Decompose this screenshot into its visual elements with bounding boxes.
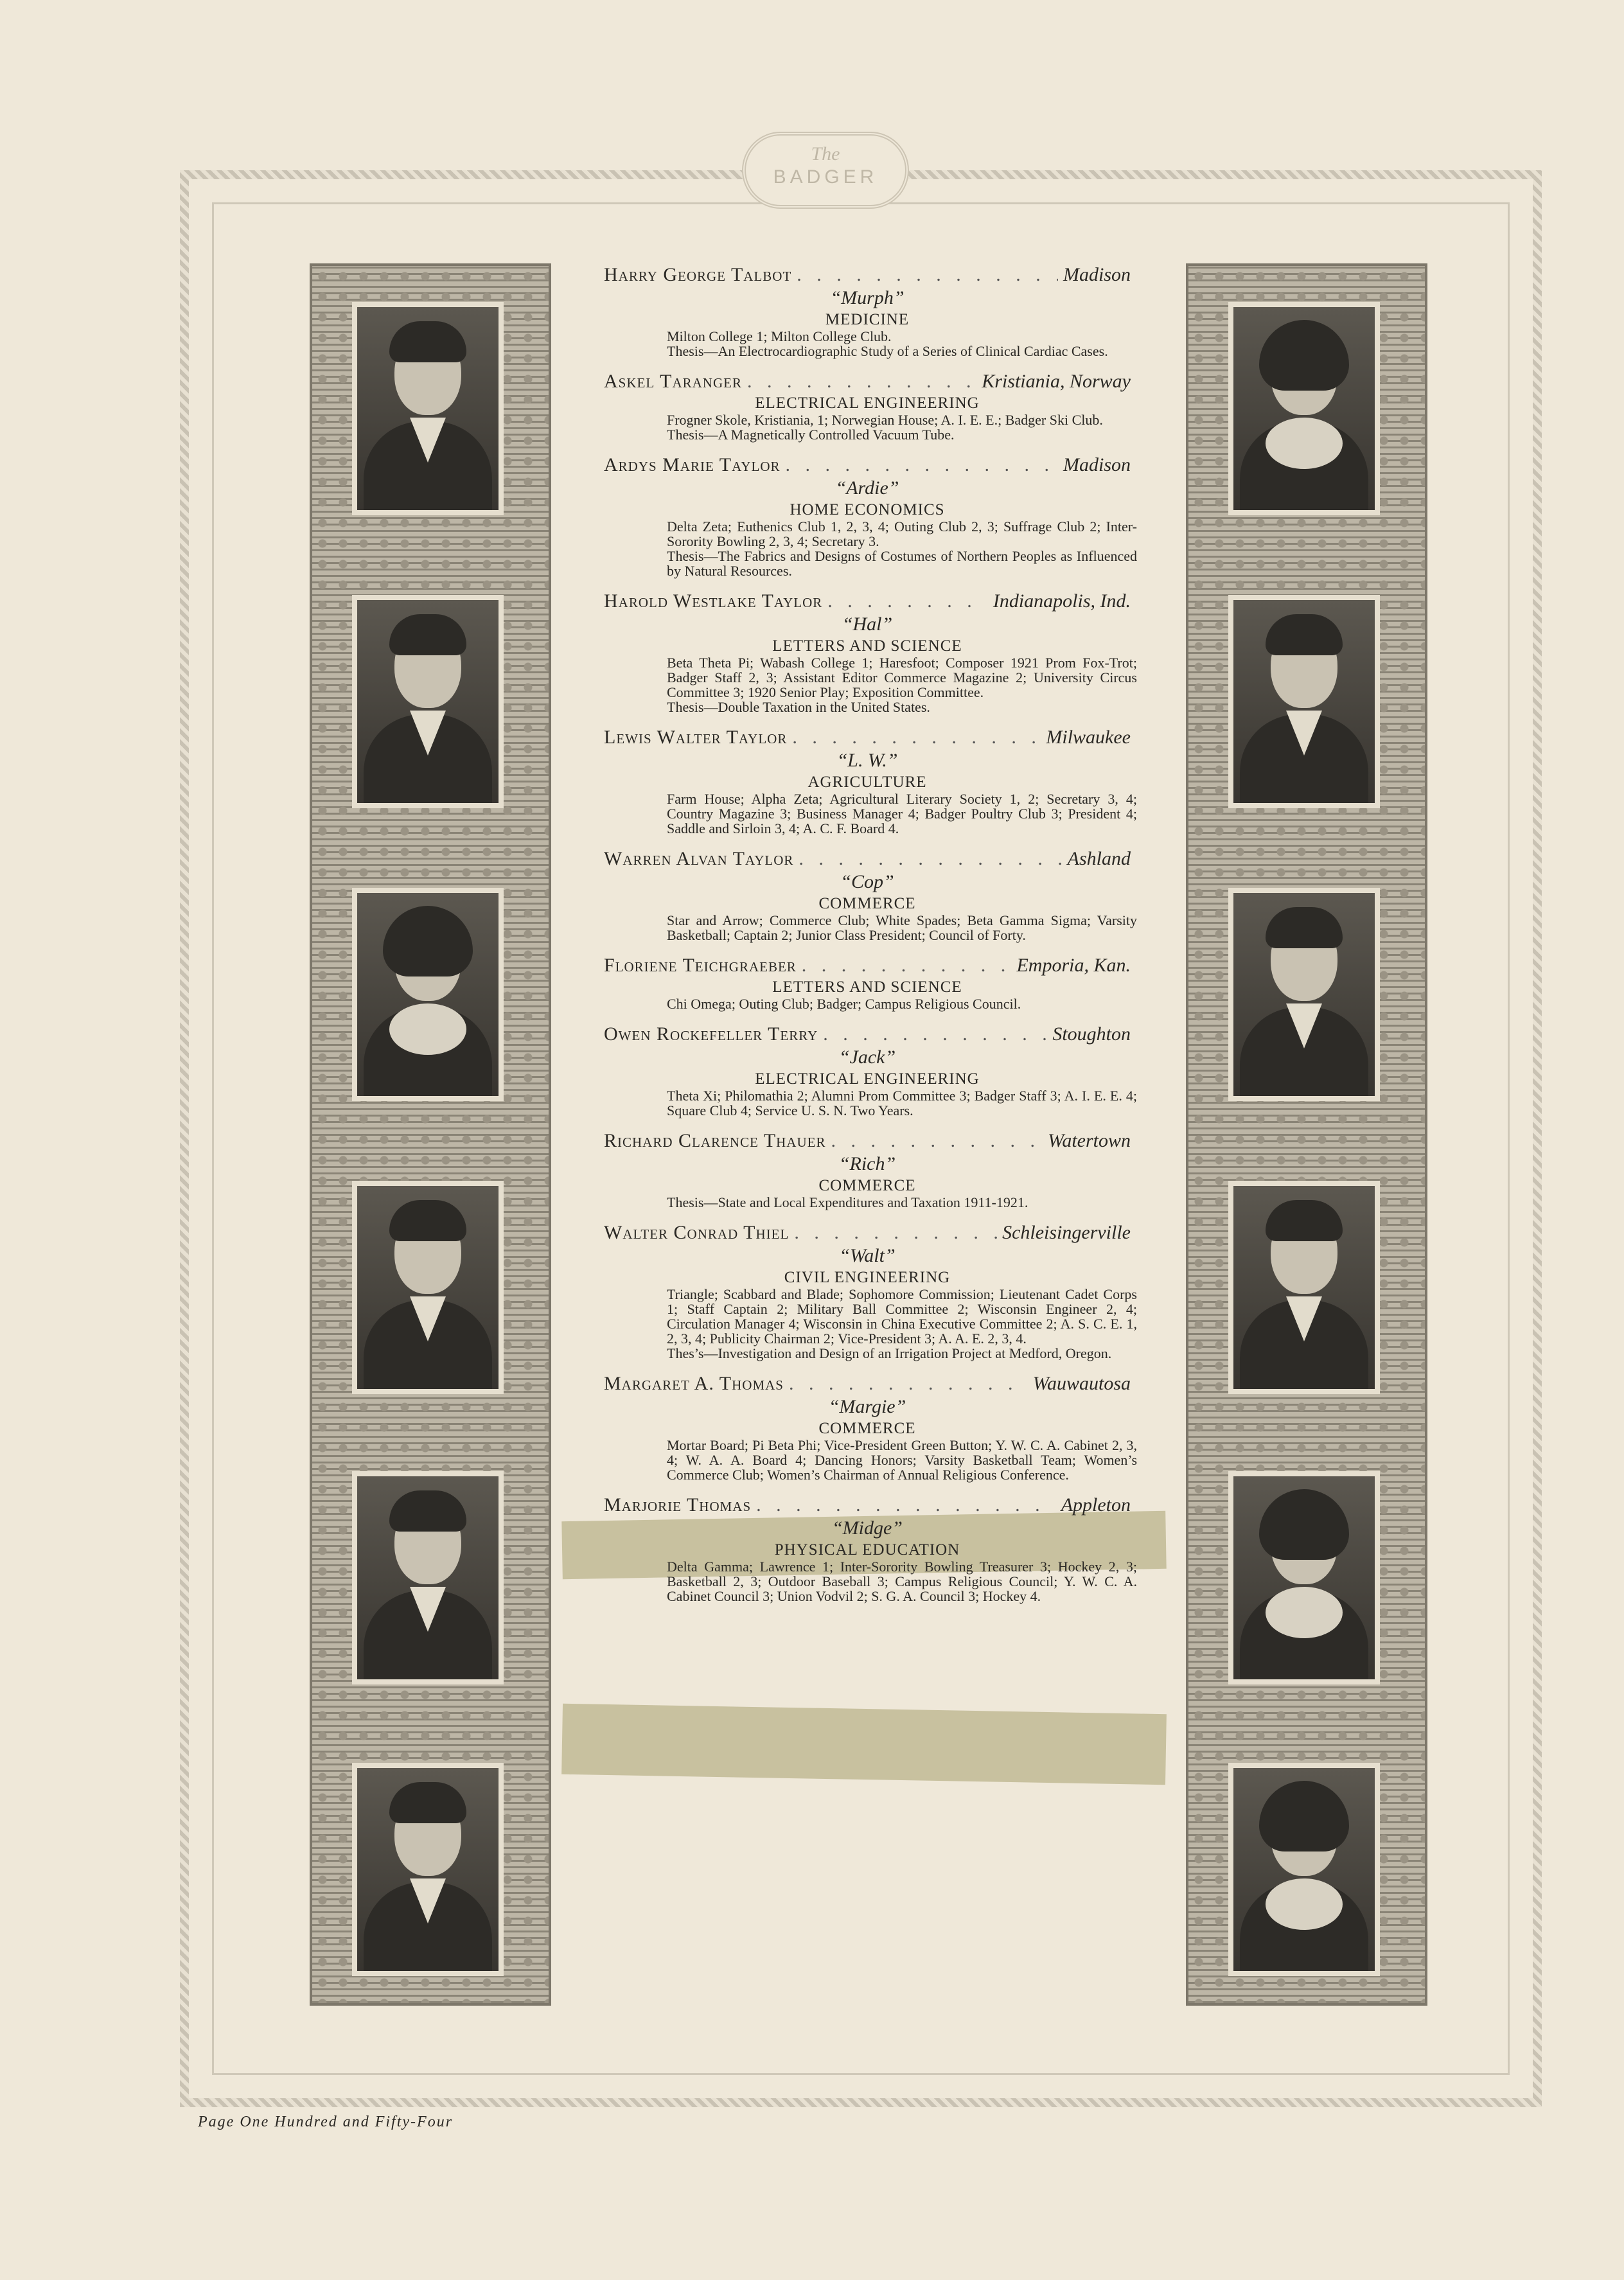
right-photo-column xyxy=(1186,263,1427,2006)
logo-badger: BADGER xyxy=(773,166,878,188)
portrait-photo xyxy=(1228,1763,1380,1976)
hometown: Kristiania, Norway xyxy=(982,371,1131,392)
student-name: Ardys Marie Taylor xyxy=(604,454,781,475)
portrait-photo xyxy=(1228,1471,1380,1684)
department: COMMERCE xyxy=(818,895,916,912)
student-name: Floriene Teichgraeber xyxy=(604,955,797,976)
activity-line: Delta Gamma; Lawrence 1; Inter-Sorority Bowling Treasurer 3; Hockey 2, 3; Basketball 2, 3; Outdoor Baseball 3; Campus Religious Council; Y. W. C. A. Cabinet Council 3; Union Vodvil 2; S. G. A. Council 3; Hockey 4. xyxy=(667,1559,1137,1604)
thesis-line: Thesis—State and Local Expenditures and Taxation 1911-1921. xyxy=(667,1194,1028,1210)
nickname: “Margie” xyxy=(828,1396,906,1417)
student-name: Walter Conrad Thiel xyxy=(604,1222,790,1243)
department: PHYSICAL EDUCATION xyxy=(774,1541,960,1559)
student-name: Richard Clarence Thauer xyxy=(604,1130,826,1151)
senior-entries xyxy=(604,263,1137,1615)
senior-entry xyxy=(604,590,1137,715)
nickname: “Jack” xyxy=(838,1047,896,1068)
department: ELECTRICAL ENGINEERING xyxy=(755,1070,980,1088)
nickname: “Rich” xyxy=(838,1153,896,1174)
activity-line: Farm House; Alpha Zeta; Agricultural Literary Society 1, 2; Secretary 3, 4; Country Magazine 3; Business Manager 4; Badger Poultry Club 3; President 4; Saddle and Sirloin 3, 4; A. C. F. Board 4. xyxy=(667,791,1137,836)
senior-entry xyxy=(604,1372,1137,1483)
paper-stain xyxy=(561,1704,1167,1785)
hometown: Indianapolis, Ind. xyxy=(993,590,1131,612)
activity-line: Beta Theta Pi; Wabash College 1; Haresfoot; Composer 1921 Prom Fox-Trot; Badger Staff 2, 3; Assistant Editor Commerce Magazine 2; University Circus Committee 3; 1920 Senior Play; Exposition Committee. xyxy=(667,655,1137,700)
portrait-photo xyxy=(1228,1181,1380,1394)
thesis-line: Thesis—A Magnetically Controlled Vacuum Tube. xyxy=(667,427,955,443)
thesis-line: Thes’s—Investigation and Design of an Irrigation Project at Medford, Oregon. xyxy=(667,1345,1112,1361)
thesis-line: Thesis—An Electrocardiographic Study of a Series of Clinical Cardiac Cases. xyxy=(667,343,1108,359)
hometown: Emporia, Kan. xyxy=(1016,955,1131,976)
portrait-photo xyxy=(352,1763,504,1976)
portrait-photo xyxy=(1228,302,1380,515)
student-name: Margaret A. Thomas xyxy=(604,1373,784,1394)
senior-entry xyxy=(604,263,1131,358)
activity-line: Star and Arrow; Commerce Club; White Spades; Beta Gamma Sigma; Varsity Basketball; Captain 2; Junior Class President; Council of Forty. xyxy=(667,912,1137,943)
senior-entry xyxy=(604,454,1137,579)
student-name: Harold Westlake Taylor xyxy=(604,590,823,612)
senior-entry xyxy=(604,847,1137,943)
hometown: Watertown xyxy=(1048,1130,1131,1151)
badger-logo xyxy=(742,132,909,209)
student-name: Lewis Walter Taylor xyxy=(604,727,788,748)
hometown: Schleisingerville xyxy=(1002,1222,1131,1243)
senior-entry xyxy=(604,1023,1137,1118)
page-number-footer: Page One Hundred and Fifty-Four xyxy=(198,2114,454,2130)
hometown: Madison xyxy=(1063,454,1131,475)
left-photo-column xyxy=(310,263,551,2006)
activity-line: Frogner Skole, Kristiania, 1; Norwegian House; A. I. E. E.; Badger Ski Club. xyxy=(667,412,1103,428)
senior-entry xyxy=(604,1494,1137,1604)
department: LETTERS AND SCIENCE xyxy=(772,637,962,655)
senior-entry xyxy=(604,1129,1131,1210)
student-name: Owen Rockefeller Terry xyxy=(604,1023,818,1045)
logo-the: The xyxy=(811,143,840,164)
student-name: Askel Taranger xyxy=(604,371,742,392)
department: COMMERCE xyxy=(818,1420,916,1437)
nickname: “Ardie” xyxy=(835,477,899,499)
senior-entry xyxy=(604,726,1137,836)
portrait-photo xyxy=(1228,888,1380,1101)
student-name: Marjorie Thomas xyxy=(604,1494,752,1516)
thesis-line: Thesis—The Fabrics and Designs of Costumes of Northern Peoples as Influenced by Natural Resources. xyxy=(667,548,1137,579)
activity-line: Delta Zeta; Euthenics Club 1, 2, 3, 4; Outing Club 2, 3; Suffrage Club 2; Inter-Sorority Bowling 2, 3, 4; Secretary 3. xyxy=(667,518,1137,549)
portrait-photo xyxy=(1228,595,1380,808)
nickname: “Cop” xyxy=(840,871,894,892)
portrait-photo xyxy=(352,302,504,515)
portrait-photo xyxy=(352,888,504,1101)
activity-line: Theta Xi; Philomathia 2; Alumni Prom Committee 3; Badger Staff 3; A. I. E. E. 4; Square Club 4; Service U. S. N. Two Years. xyxy=(667,1088,1137,1118)
thesis-line: Thesis—Double Taxation in the United States. xyxy=(667,699,930,715)
activity-line: Triangle; Scabbard and Blade; Sophomore Commission; Lieutenant Cadet Corps 1; Staff Captain 2; Military Ball Committee 2; Wisconsin Engineer 2, 4; Circulation Manager 4; Wisconsin in China Executive Committee 2; A. S. C. E. 1, 2, 3, 4; Publicity Chairman 2; Vice-President 3; A. A. E. 2, 3, 4. xyxy=(667,1286,1137,1347)
senior-entry xyxy=(604,370,1131,442)
hometown: Appleton xyxy=(1061,1494,1131,1516)
activity-line: Mortar Board; Pi Beta Phi; Vice-President Green Button; Y. W. C. A. Cabinet 2, 3, 4; W. A. A. Board 4; Dancing Honors; Varsity Basketball Team; Women’s Commerce Club; Women’s Chairman of Annual Religious Conference. xyxy=(667,1437,1137,1483)
student-name: Warren Alvan Taylor xyxy=(604,848,794,869)
department: CIVIL ENGINEERING xyxy=(784,1269,951,1286)
hometown: Stoughton xyxy=(1052,1023,1131,1045)
nickname: “Midge” xyxy=(831,1517,903,1539)
nickname: “L. W.” xyxy=(836,750,898,771)
student-name: Harry George Talbot xyxy=(604,264,792,285)
department: HOME ECONOMICS xyxy=(790,501,945,518)
activity-line: Milton College 1; Milton College Club. xyxy=(667,328,892,344)
hometown: Ashland xyxy=(1067,848,1131,869)
hometown: Wauwautosa xyxy=(1032,1373,1131,1394)
senior-entry xyxy=(604,954,1131,1011)
nickname: “Hal” xyxy=(842,614,893,635)
hometown: Madison xyxy=(1063,264,1131,285)
department: MEDICINE xyxy=(825,311,910,328)
department: COMMERCE xyxy=(818,1177,916,1194)
department: ELECTRICAL ENGINEERING xyxy=(755,394,980,412)
portrait-photo xyxy=(352,595,504,808)
department: LETTERS AND SCIENCE xyxy=(772,978,962,996)
portrait-photo xyxy=(352,1181,504,1394)
senior-entry xyxy=(604,1221,1137,1361)
activity-line: Chi Omega; Outing Club; Badger; Campus Religious Council. xyxy=(667,996,1021,1012)
hometown: Milwaukee xyxy=(1046,727,1131,748)
nickname: “Walt” xyxy=(839,1245,896,1266)
portrait-photo xyxy=(352,1471,504,1684)
department: AGRICULTURE xyxy=(808,773,927,791)
nickname: “Murph” xyxy=(830,287,905,308)
